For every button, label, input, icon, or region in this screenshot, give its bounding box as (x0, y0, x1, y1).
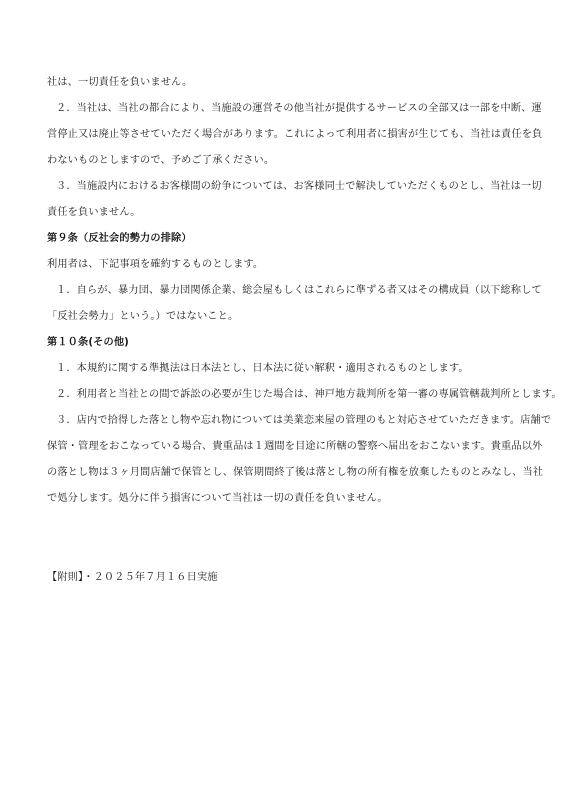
body-line: １．自らが、暴力団、暴力団関係企業、総会屋もしくはこれらに準ずる者又はその構成員（以下総称して (56, 285, 542, 296)
body-line: 社は、一切責任を負いません。 (47, 77, 193, 88)
body-line: ３．当施設内におけるお客様間の紛争については、お客様同士で解決していただくものとし、当社は一切 (56, 181, 542, 192)
body-line: ３．店内で拾得した落とし物や忘れ物については美業恋来屋の管理のもと対応させていただきます。店舗で (56, 415, 552, 426)
supplementary-provision: 【附則】・２０２５年７月１６日実施 (47, 572, 218, 583)
body-line: 利用者は、下記事項を確約するものとします。 (47, 259, 264, 270)
body-line: わないものとしますので、予めご了承ください。 (47, 155, 275, 166)
body-line: 責任を負いません。 (47, 207, 141, 218)
body-line: 営停止又は廃止等させていただく場合があります。これによって利用者に損害が生じても、当社は責任を負 (47, 129, 543, 140)
body-line: １．本規約に関する準拠法は日本法とし、日本法に従い解釈・適用されるものとします。 (56, 363, 469, 374)
body-line: ２．当社は、当社の都合により、当施設の運営その他当社が提供するサービスの全部又は一部を中断、運 (56, 103, 542, 114)
section-heading-article-9: 第９条（反社会的勢力の排除） (47, 233, 192, 244)
body-line: 「反社会勢力」という。）ではないこと。 (47, 311, 239, 322)
body-line: の落とし物は３ヶ月間店舗で保管とし、保管期間終了後は落とし物の所有権を放棄したものとみなし、当社 (47, 467, 544, 478)
body-line: ２．利用者と当社との間で訴訟の必要が生じた場合は、神戸地方裁判所を第一審の専属管轄裁判所とします。 (56, 389, 562, 400)
section-heading-article-10: 第１０条(その他) (47, 337, 129, 348)
body-line: 保管・管理をおこなっている場合、貴重品は１週間を目途に所轄の警察へ届出をおこないます。貴重品以外 (47, 441, 543, 452)
body-line: で処分します。処分に伴う損害について当社は一切の責任を負いません。 (47, 493, 388, 504)
